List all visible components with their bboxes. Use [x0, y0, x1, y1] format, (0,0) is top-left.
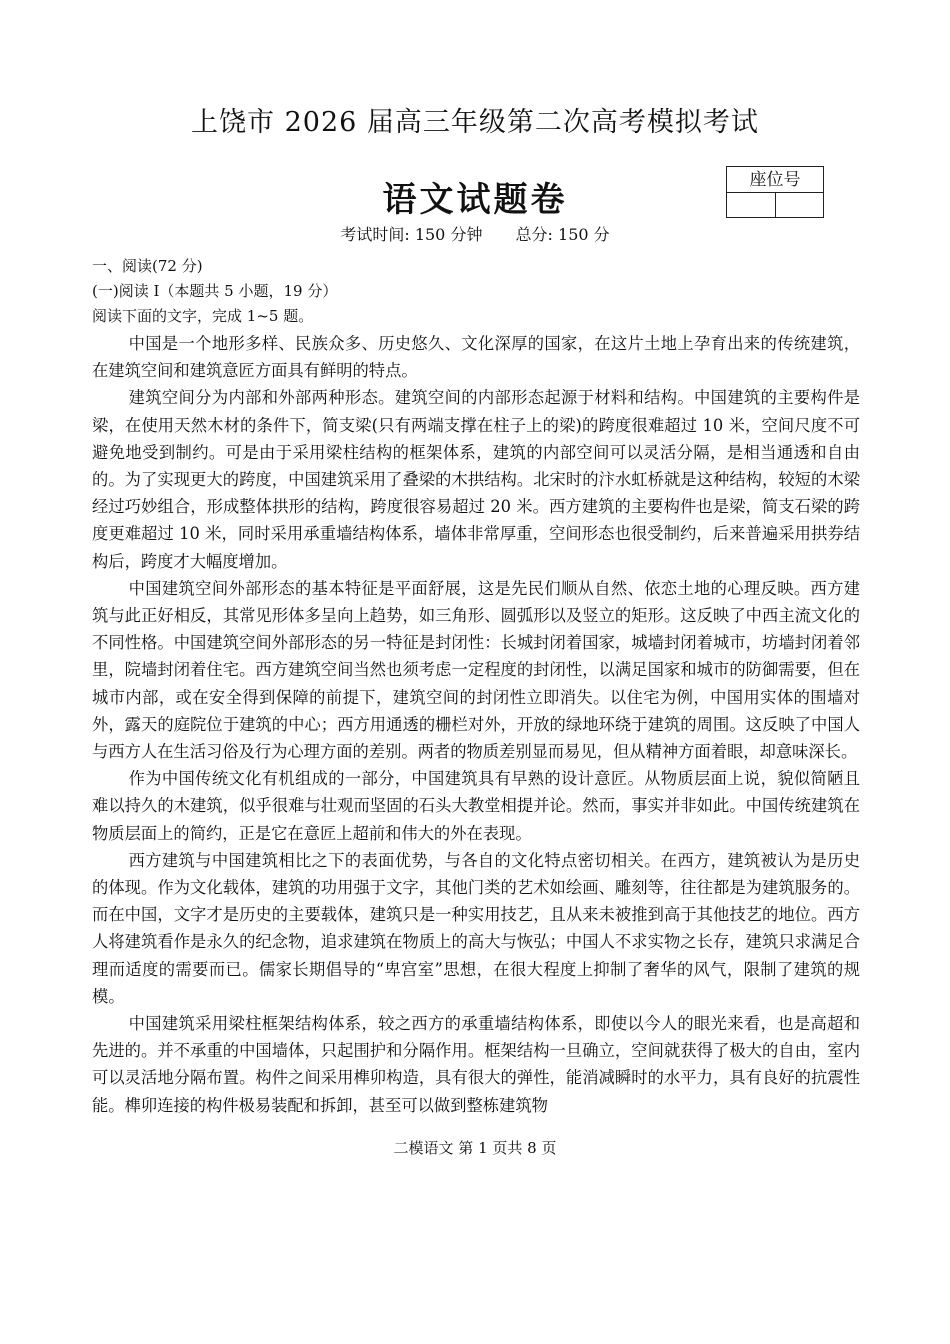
passage-paragraph: 中国建筑采用梁柱框架结构体系，较之西方的承重墙结构体系，即使以今人的眼光来看，也是高超和先进的。并不承重的中国墙体，只起围护和分隔作用。框架结构一旦确立，空间就获得了极大的自由，室内可以灵活地分隔布置。构件之间采用榫卯构造，具有很大的弹性，能消减瞬时的水平力，具有良好的抗震性能。榫卯连接的构件极易装配和拆卸，甚至可以做到整栋建筑物: [92, 1014, 860, 1115]
passage-paragraph: 中国建筑空间外部形态的基本特征是平面舒展，这是先民们顺从自然、依恋土地的心理反映。西方建筑与此正好相反，其常见形体多呈向上趋势，如三角形、圆弧形以及竖立的矩形。这反映了中西主流文化的不同性格。中国建筑空间外部形态的另一特征是封闭性：长城封闭着国家，城墙封闭着城市，坊墙封闭着邻里，院墙封闭着住宅。西方建筑空间当然也须考虑一定程度的封闭性，以满足国家和城市的防御需要，但在城市内部，或在安全得到保障的前提下，建筑空间的封闭性立即消失。以住宅为例，中国用实体的围墙对外，露天的庭院位于建筑的中心；西方用通透的栅栏对外，开放的绿地环绕于建筑的周围。这反映了中国人与西方人在生活习俗及行为心理方面的差别。两者的物质差别显而易见，但从精神方面着眼，却意味深长。: [92, 578, 860, 762]
seat-cell-right: [776, 193, 824, 217]
reading-passage: [92, 330, 860, 1119]
passage-paragraph: 建筑空间分为内部和外部两种形态。建筑空间的内部形态起源于材料和结构。中国建筑的主要构件是梁，在使用天然木材的条件下，简支梁(只有两端支撑在柱子上的梁)的跨度很难超过 10 米，空间尺度不可避免地受到制约。可是由于采用梁柱结构的框架体系，建筑的内部空间可以灵活分隔，是相当通透和自由的。为了实现更大的跨度，中国建筑采用了叠梁的木拱结构。北宋时的汴水虹桥就是这种结构，较短的木梁经过巧妙组合，形成整体拱形的结构，跨度很容易超过 20 米。西方建筑的主要构件也是梁，简支石梁的跨度更难超过 10 米，同时采用承重墙结构体系，墙体非常厚重，空间形态也很受制约，后来普遍采用拱券结构后，跨度才大幅度增加。: [92, 388, 860, 571]
seat-number-cells: [727, 193, 823, 217]
exam-time: 考试时间: 150 分钟: [340, 225, 483, 244]
sub-heading: (一)阅读 I（本题共 5 小题，19 分）: [92, 282, 338, 300]
passage-paragraph: 西方建筑与中国建筑相比之下的表面优势，与各自的文化特点密切相关。在西方，建筑被认为是历史的体现。作为文化载体，建筑的功用强于文字，其他门类的艺术如绘画、雕刻等，往往都是为建筑服务的。而在中国，文字才是历史的主要载体，建筑只是一种实用技艺，且从来未被推到高于其他技艺的地位。西方人将建筑看作是永久的纪念物，追求建筑在物质上的高大与恢弘；中国人不求实物之长存，建筑只求满足合理而适度的需要而已。儒家长期倡导的“卑宫室”思想，在很大程度上抑制了奢华的风气，限制了建筑的规模。: [92, 850, 860, 1006]
passage-paragraph: 作为中国传统文化有机组成的一部分，中国建筑具有早熟的设计意匠。从物质层面上说，貌似简陋且难以持久的木建筑，似乎很难与壮观而坚固的石头大教堂相提并论。然而，事实并非如此。中国传统建筑在物质层面上的简约，正是它在意匠上超前和伟大的外在表现。: [92, 769, 860, 843]
seat-number-label: 座位号: [727, 167, 823, 193]
page-footer: 二模语文 第 1 页共 8 页: [393, 1139, 557, 1157]
exam-info: [0, 222, 950, 245]
passage-paragraph: 中国是一个地形多样、民族众多、历史悠久、文化深厚的国家，在这片土地上孕育出来的传统建筑，在建筑空间和建筑意匠方面具有鲜明的特点。: [92, 334, 860, 381]
subject-title: 语文试题卷: [382, 180, 568, 220]
part-heading: 一、阅读(72 分): [92, 257, 203, 275]
reading-instruction: 阅读下面的文字，完成 1~5 题。: [92, 307, 314, 325]
exam-total-score: 总分: 150 分: [515, 225, 610, 244]
seat-number-box: [726, 166, 824, 218]
seat-cell-left: [727, 193, 776, 217]
exam-title: 上饶市 2026 届高三年级第二次高考模拟考试: [191, 107, 759, 138]
